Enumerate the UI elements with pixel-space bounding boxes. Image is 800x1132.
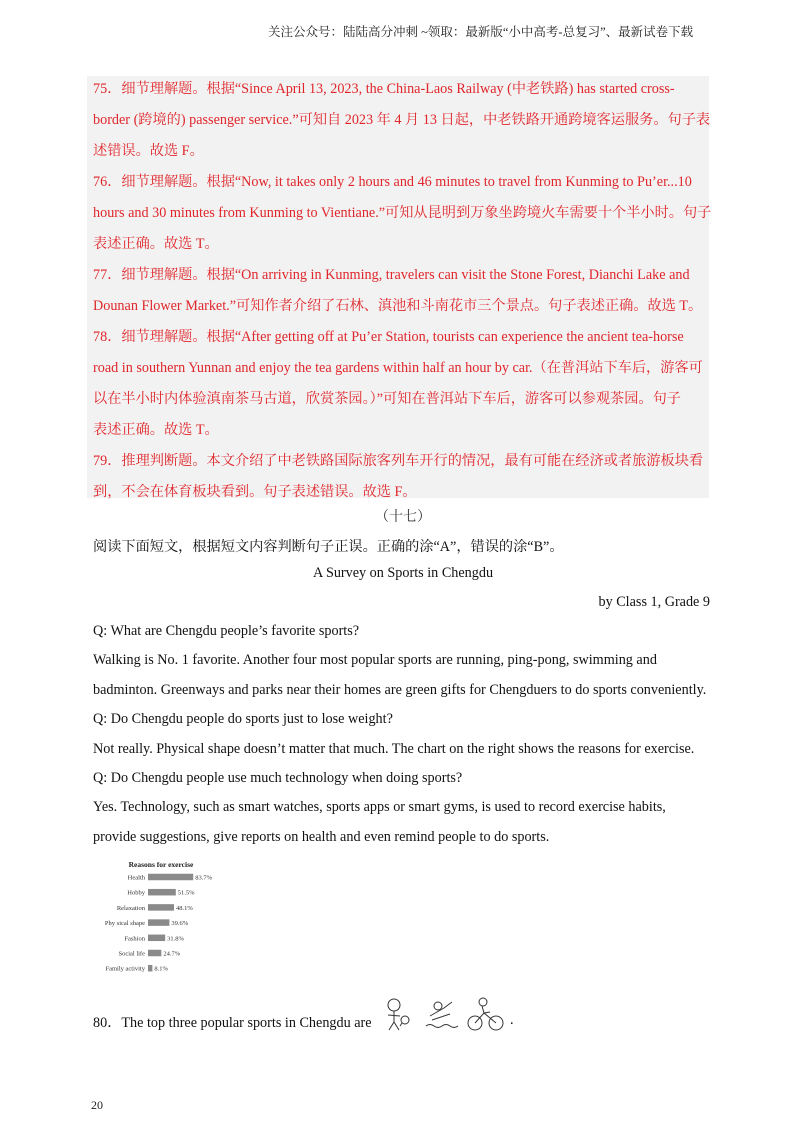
chart-bar bbox=[148, 904, 174, 911]
article-line: Q: Do Chengdu people do sports just to lose weight? bbox=[93, 711, 393, 727]
article-line: Q: Do Chengdu people use much technology when doing sports? bbox=[93, 770, 463, 786]
question-80-end: . bbox=[510, 1012, 514, 1028]
chart-value-label: 51.5% bbox=[177, 889, 195, 897]
chart-bar bbox=[148, 935, 165, 942]
chart-bar bbox=[148, 874, 193, 881]
chart-bar bbox=[148, 950, 161, 957]
article-byline: by Class 1, Grade 9 bbox=[598, 594, 710, 610]
article-line: Yes. Technology, such as smart watches, sports apps or smart gyms, is used to record exercise habits, bbox=[93, 799, 666, 815]
chart-value-label: 31.8% bbox=[167, 935, 184, 943]
chart-category-label: Social life bbox=[118, 950, 145, 958]
answer-line: Dounan Flower Market.”可知作者介绍了石林、滇池和斗南花市三个景点。句子表述正确。故选 T。 bbox=[93, 298, 703, 314]
answer-line: 75．细节理解题。根据“Since April 13, 2023, the China-Laos Railway (中老铁路) has started cross- bbox=[93, 81, 675, 97]
answer-line: 述错误。故选 F。 bbox=[93, 143, 204, 159]
answer-line: 78．细节理解题。根据“After getting off at Pu’er Station, tourists can experience the ancient tea-horse bbox=[93, 329, 684, 345]
section-number: （十七） bbox=[375, 510, 431, 525]
answer-line: 77．细节理解题。根据“On arriving in Kunming, travelers can visit the Stone Forest, Dianchi Lake and bbox=[93, 267, 690, 283]
article-line: provide suggestions, give reports on health and even remind people to do sports. bbox=[93, 829, 550, 845]
chart-value-label: 39.6% bbox=[171, 920, 189, 928]
chart-category-label: Health bbox=[127, 874, 145, 882]
article-title: A Survey on Sports in Chengdu bbox=[312, 565, 494, 581]
sports-pictures bbox=[380, 996, 506, 1032]
instruction-text: 阅读下面短文，根据短文内容判断句子正误。正确的涂“A”，错误的涂“B”。 bbox=[93, 539, 564, 555]
article-line: Q: What are Chengdu people’s favorite sports? bbox=[93, 623, 360, 639]
swimmer-icon bbox=[426, 1002, 458, 1028]
chart-bar bbox=[148, 965, 152, 972]
chart-category-label: Relaxation bbox=[116, 904, 145, 912]
chart-category-label: Fashion bbox=[124, 935, 145, 943]
page-header: 关注公众号：陆陆高分冲刺 ~领取：最新版“小中高考-总复习”、最新试卷下载 bbox=[268, 25, 694, 39]
question-80: 80．The top three popular sports in Chengdu are bbox=[93, 1015, 372, 1031]
answer-line: 76．细节理解题。根据“Now, it takes only 2 hours and 46 minutes to travel from Kunming to Pu’er...10 bbox=[93, 174, 692, 190]
answer-line: border (跨境的) passenger service.”可知自 2023 年 4 月 13 日起，中老铁路开通跨境客运服务。句子表 bbox=[93, 112, 711, 128]
answer-line: 表述正确。故选 T。 bbox=[93, 236, 219, 252]
answer-line: 到，不会在体育板块看到。句子表述错误。故选 F。 bbox=[93, 484, 417, 500]
chart-value-label: 8.1% bbox=[154, 965, 168, 973]
chart-category-label: Family activity bbox=[105, 965, 145, 973]
article-line: badminton. Greenways and parks near their homes are green gifts for Chengduers to do sports conveniently. bbox=[93, 682, 707, 698]
chart-bar bbox=[148, 919, 169, 926]
chart-value-label: 83.7% bbox=[195, 874, 212, 882]
answer-line: 79．推理判断题。本文介绍了中老铁路国际旅客列车开行的情况，最有可能在经济或者旅游板块看 bbox=[93, 453, 704, 469]
answer-line: road in southern Yunnan and enjoy the tea gardens within half an hour by car.（在普洱站下车后，游客可 bbox=[93, 360, 703, 376]
chart-title: Reasons for exercise bbox=[128, 860, 194, 869]
answer-line: hours and 30 minutes from Kunming to Vientiane.”可知从昆明到万象坐跨境火车需要十个半小时。句子 bbox=[93, 205, 712, 221]
cyclist-icon bbox=[468, 998, 503, 1030]
chart-bar bbox=[148, 889, 176, 896]
ping-pong-player-icon bbox=[388, 999, 409, 1030]
article-line: Walking is No. 1 favorite. Another four most popular sports are running, ping-pong, swimming and bbox=[93, 652, 657, 668]
page-number: 20 bbox=[91, 1098, 103, 1112]
chart-category-label: Hobby bbox=[127, 889, 145, 897]
chart-category-label: Phy sical shape bbox=[104, 920, 145, 928]
chart-value-label: 48.1% bbox=[175, 904, 193, 912]
reasons-for-exercise-chart bbox=[93, 858, 243, 978]
chart-value-label: 24.7% bbox=[163, 950, 181, 958]
answer-line: 以在半小时内体验滇南茶马古道，欣赏茶园。）”可知在普洱站下车后，游客可以参观茶园。句子 bbox=[93, 391, 681, 407]
article-line: Not really. Physical shape doesn’t matter that much. The chart on the right shows the reasons for exercise. bbox=[93, 741, 695, 757]
answer-line: 表述正确。故选 T。 bbox=[93, 422, 219, 438]
